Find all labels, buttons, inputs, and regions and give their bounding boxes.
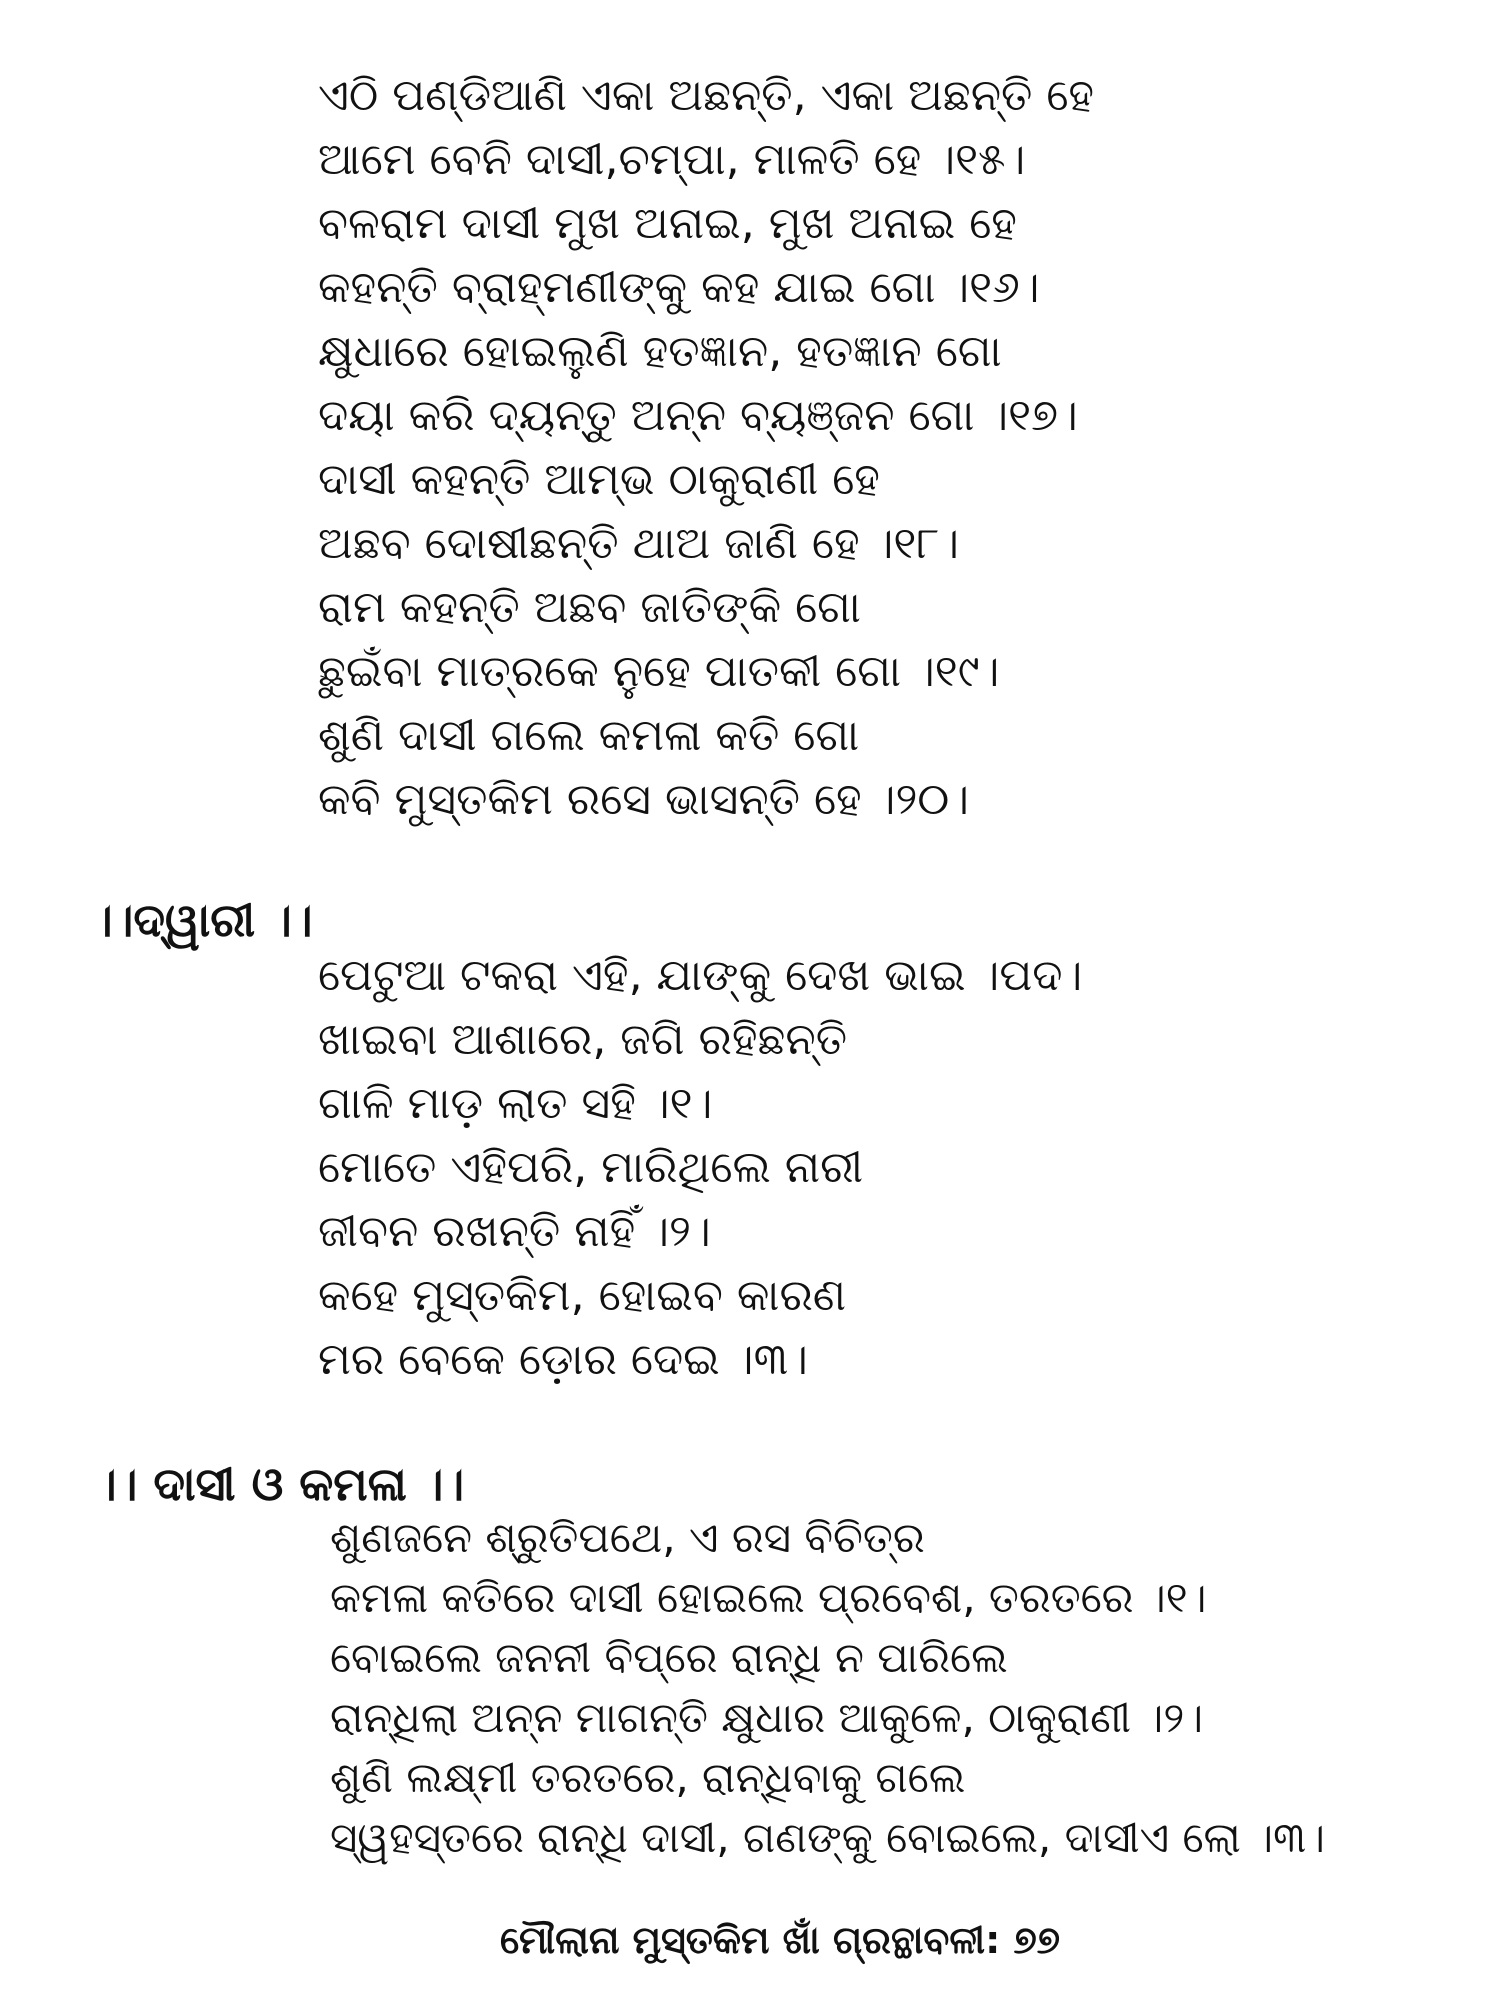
verse-line: ପେଟୁଆ ଟକରା ଏହି, ଯାଙ୍କୁ ଦେଖ ଭାଇ ।ପଦ। <box>318 950 1083 1001</box>
verse-line: ଅଛବ ଦୋଷୀଛନ୍ତି ଥାଅ ଜାଣି ହେ ।୧୮। <box>318 518 960 569</box>
verse-block-3 <box>0 1508 1500 1868</box>
verse-line: ଛୁଇଁବା ମାତ୍ରକେ ନୁହେ ପାତକୀ ଗୋ ।୧୯। <box>318 646 1000 697</box>
verse-line: କହେ ମୁସ୍ତକିମ, ହୋଇବ କାରଣ <box>318 1270 847 1321</box>
verse-line: ଶୁଣଜନେ ଶ୍ରୁତିପଥେ, ଏ ରସ ବିଚିତ୍ର <box>330 1513 925 1562</box>
verse-line: କମଳା କତିରେ ଦାସୀ ହୋଇଲେ ପ୍ରବେଶ, ତରତରେ ।୧। <box>330 1573 1207 1622</box>
verse-line: ଜୀବନ ରଖନ୍ତି ନାହିଁ ।୨। <box>318 1206 711 1257</box>
section-heading-dwari: ।।ଦ୍ୱାରୀ ।। <box>92 893 313 947</box>
verse-line: ବଳରାମ ଦାସୀ ମୁଖ ଅନାଇ, ମୁଖ ଅନାଇ ହେ <box>318 198 1017 249</box>
verse-line: ଆମେ ବେନି ଦାସୀ,ଚମ୍ପା, ମାଳତି ହେ ।୧୫। <box>318 134 1026 185</box>
verse-line: ରାମ କହନ୍ତି ଅଛବ ଜାତିଙ୍କି ଗୋ <box>318 582 861 633</box>
verse-line: ଖାଇବା ଆଶାରେ, ଜଗି ରହିଛନ୍ତି <box>318 1014 848 1065</box>
verse-block-1 <box>0 64 1500 832</box>
verse-line: ଶୁଣି ଲକ୍ଷ୍ମୀ ତରତରେ, ରାନ୍ଧିବାକୁ ଗଲେ <box>330 1753 966 1802</box>
verse-line: ସ୍ୱହସ୍ତରେ ରାନ୍ଧି ଦାସୀ, ଗଣଙ୍କୁ ବୋଇଲେ, ଦାସୀଏ ଲୋ ।୩। <box>330 1813 1326 1862</box>
verse-line: ଦାସୀ କହନ୍ତି ଆମ୍ଭ ଠାକୁରାଣୀ ହେ <box>318 454 880 505</box>
verse-line: ମର ବେକେ ଡ଼ୋର ଦେଇ ।୩। <box>318 1334 808 1385</box>
verse-line: କବି ମୁସ୍ତକିମ ରସେ ଭାସନ୍ତି ହେ ।୨୦। <box>318 774 970 825</box>
verse-line: କହନ୍ତି ବ୍ରାହ୍ମଣୀଙ୍କୁ କହ ଯାଇ ଗୋ ।୧୬। <box>318 262 1040 313</box>
verse-line: ମୋତେ ଏହିପରି, ମାରିଥିଲେ ନାରୀ <box>318 1142 864 1193</box>
verse-block-2 <box>0 944 1500 1392</box>
verse-line: କ୍ଷୁଧାରେ ହୋଇଲୁଣି ହତଜ୍ଞାନ, ହତଜ୍ଞାନ ଗୋ <box>318 326 1002 377</box>
verse-line: ଦୟା କରି ଦ୍ୟନ୍ତୁ ଅନ୍ନ ବ୍ୟଞ୍ଜନ ଗୋ ।୧୭। <box>318 390 1078 441</box>
verse-line: ବୋଇଲେ ଜନନୀ ବିପ୍ରେ ରାନ୍ଧି ନ ପାରିଲେ <box>330 1633 1008 1682</box>
verse-line: ଗାଳି ମାଡ଼ ଲାତ ସହି ।୧। <box>318 1078 713 1129</box>
section-heading-dasi-o-kamala: ।। ଦାସୀ ଓ କମଳା ।। <box>96 1457 465 1511</box>
verse-line: ରାନ୍ଧିଲା ଅନ୍ନ ମାଗନ୍ତି କ୍ଷୁଧାର ଆକୁଳେ, ଠାକୁରାଣୀ ।୨। <box>330 1693 1204 1742</box>
page-footer: ମୌଲାନା ମୁସ୍ତକିମ ଖାଁ ଗ୍ରନ୍ଥାବଳୀ: ୭୭ <box>499 1918 1061 1962</box>
verse-line: ଶୁଣି ଦାସୀ ଗଲେ କମଳା କତି ଗୋ <box>318 710 860 761</box>
verse-line: ଏଠି ପଣ୍ଡିଆଣି ଏକା ଅଛନ୍ତି, ଏକା ଅଛନ୍ତି ହେ <box>318 70 1095 121</box>
